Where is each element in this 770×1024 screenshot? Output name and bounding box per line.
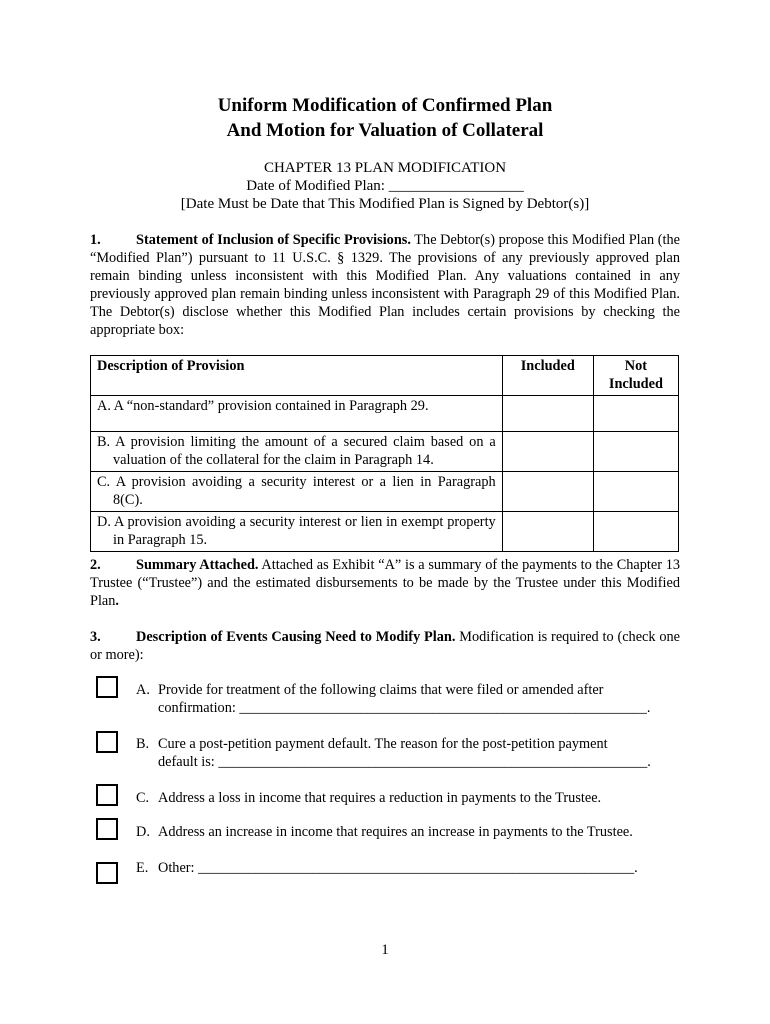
section-2-period: . [115,593,119,609]
header-not-included: Not Included [593,356,678,396]
provision-c-included-cell[interactable] [502,472,593,512]
option-c-letter: C. [136,790,150,806]
section-1 [90,231,680,339]
option-b-checkbox[interactable] [96,731,118,753]
section-3 [90,628,680,664]
option-a-letter: A. [136,682,150,698]
provision-b-not-included-cell[interactable] [593,432,678,472]
document-title-line2: And Motion for Valuation of Collateral [226,120,544,141]
section-3-number: 3. [90,629,101,645]
table-header-row [91,356,679,396]
option-b-line2[interactable]: default is: ____________________________________________________________. [158,754,651,770]
provision-a-included-cell[interactable] [502,396,593,432]
provision-a-not-included-cell[interactable] [593,396,678,432]
document-subtitle: CHAPTER 13 PLAN MODIFICATION [263,160,507,176]
section-1-number: 1. [90,232,101,248]
option-c-checkbox[interactable] [96,784,118,806]
option-a-line2[interactable]: confirmation: _________________________________________________________. [158,700,651,716]
date-note: [Date Must be Date that This Modified Plan is Signed by Debtor(s)] [180,196,590,212]
option-c-line1: Address a loss in income that requires a reduction in payments to the Trustee. [158,790,602,806]
provision-d-included-cell[interactable] [502,512,593,552]
provision-b-text: B. A provision limiting the amount of a secured claim based on a valuation of the collateral for the claim in Paragraph 14. [97,434,496,468]
option-b-letter: B. [136,736,150,752]
document-title-line1: Uniform Modification of Confirmed Plan [217,95,553,116]
option-b-line1: Cure a post-petition payment default. The reason for the post-petition payment [158,736,608,752]
section-2-number: 2. [90,557,101,573]
option-d-checkbox[interactable] [96,818,118,840]
option-c [136,789,679,807]
section-1-heading: Statement of Inclusion of Specific Provisions. [136,232,411,248]
provisions-table [90,355,679,552]
provision-a-text: A. A “non-standard” provision contained in Paragraph 29. [97,398,429,414]
provision-b-included-cell[interactable] [502,432,593,472]
table-row [91,432,679,472]
table-row [91,472,679,512]
option-a-line1: Provide for treatment of the following claims that were filed or amended after [158,682,604,698]
date-of-modified-plan: Date of Modified Plan: __________________ [246,178,524,194]
table-row [91,396,679,432]
provision-c-text: C. A provision avoiding a security interest or a lien in Paragraph 8(C). [97,474,496,508]
option-b [136,735,679,771]
option-d-letter: D. [136,824,150,840]
section-1-body: The Debtor(s) propose this Modified Plan (the “Modified Plan”) pursuant to 11 U.S.C. § 1329. The provisions of any previously approved plan remain binding unless inconsistent with this Modified Plan. Any valuations contained in any previously approved plan remain binding unless inconsistent with Paragraph 29 of this Modified Plan. The Debtor(s) disclose whether this Modified Plan includes certain provisions by checking the appropriate box: [90,232,680,338]
header-included: Included [502,356,593,396]
section-3-heading: Description of Events Causing Need to Modify Plan. [136,629,456,645]
provision-c-not-included-cell[interactable] [593,472,678,512]
option-e-line1[interactable]: Other: _____________________________________________________________. [158,860,638,876]
provision-d-text: D. A provision avoiding a security interest or lien in exempt property in Paragraph 15. [97,514,496,548]
option-a [136,681,679,717]
section-2-body: Attached as Exhibit “A” is a summary of the payments to the Chapter 13 Trustee (“Trustee”) and the estimated disbursements to be made by the Trustee under this Modified Plan [90,557,681,609]
option-e [136,859,679,877]
header-description: Description of Provision [91,356,503,396]
provision-d-not-included-cell[interactable] [593,512,678,552]
option-d-line1: Address an increase in income that requires an increase in payments to the Trustee. [158,824,633,840]
page-number: 1 [381,942,389,958]
option-a-checkbox[interactable] [96,676,118,698]
section-2 [90,556,680,610]
section-2-heading: Summary Attached. [136,557,259,573]
section-3-body: Modification is required to (check one or more): [90,629,680,663]
option-e-letter: E. [136,860,149,876]
option-d [136,823,679,841]
option-e-checkbox[interactable] [96,862,118,884]
table-row [91,512,679,552]
